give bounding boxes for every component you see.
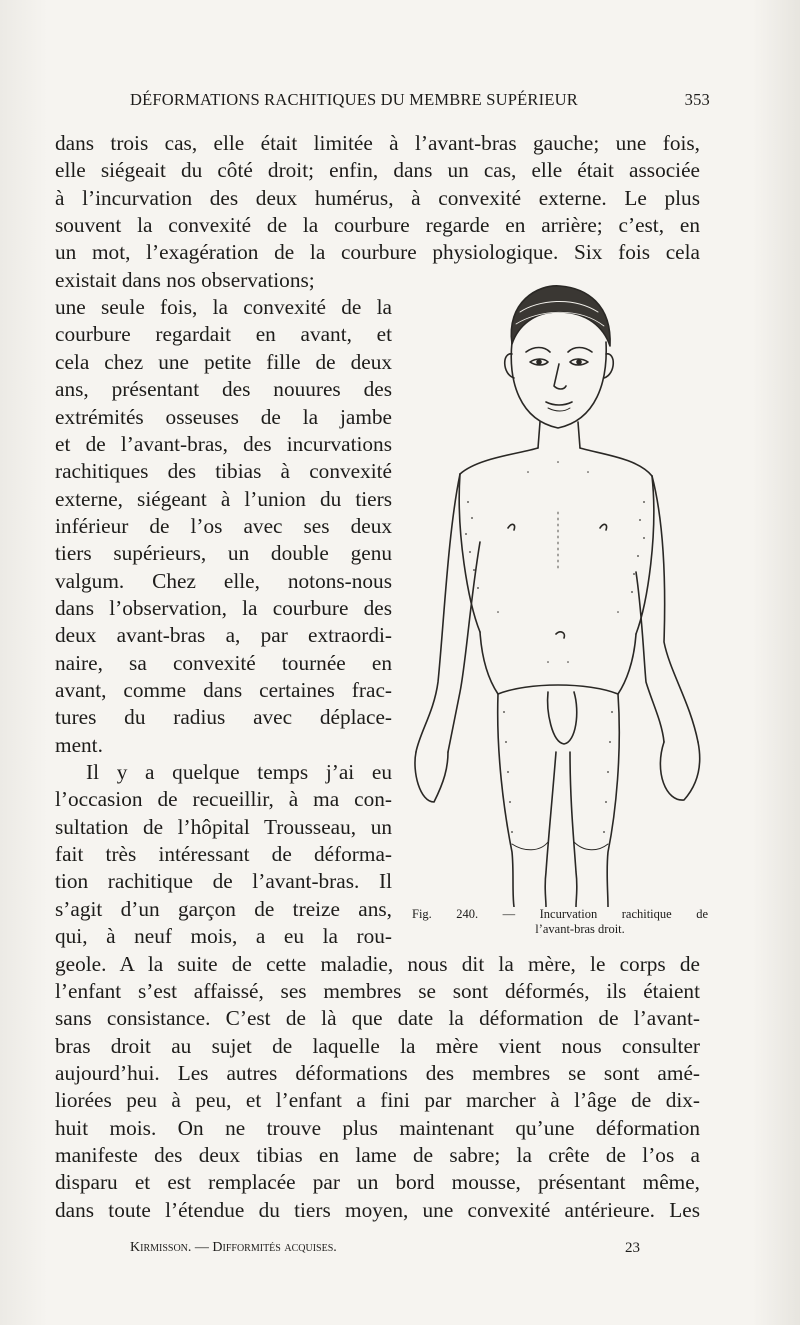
text-line: dans trois cas, elle était limitée à l’avant-bras gauche; une fois,: [55, 131, 700, 155]
text-line: bras droit au sujet de laquelle la mère vient nous consulter: [55, 1033, 700, 1058]
text-line: aujourd’hui. Les autres déformations des membres se sont amé-: [55, 1060, 700, 1085]
rickets-boy-drawing: [408, 282, 708, 907]
running-title: DÉFORMATIONS RACHITIQUES DU MEMBRE SUPÉRIEUR: [130, 90, 578, 109]
figure-caption: [412, 907, 708, 937]
text-line: souvent la convexité de la courbure regarde en arrière; c’est, en: [55, 213, 700, 238]
text-line: une seule fois, la convexité de la: [55, 295, 392, 320]
text-line: externe, siégeant à l’union du tiers: [55, 486, 392, 511]
figure-caption-line2: l’avant-bras droit.: [535, 922, 625, 936]
footer-signature: Kirmisson. — Difformités acquises.: [130, 1240, 337, 1255]
text-line: ment.: [55, 732, 103, 757]
text-line: avant, comme dans certaines frac-: [55, 678, 392, 702]
text-line: extrémités osseuses de la jambe: [55, 404, 392, 429]
text-line: tiers supérieurs, un double genu: [55, 541, 392, 566]
text-line: huit mois. On ne trouve plus maintenant qu’une déformation: [55, 1115, 700, 1140]
text-line: ans, présentant des nouures des: [55, 377, 392, 402]
text-line: manifeste des deux tibias en lame de sabre; la crête de l’os a: [55, 1142, 700, 1167]
page-footer: [130, 1240, 640, 1260]
text-line: dans l’observation, la courbure des: [55, 595, 392, 620]
text-line: disparu et est remplacée par un bord mousse, présentant même,: [55, 1170, 700, 1195]
text-line: geole. A la suite de cette maladie, nous dit la mère, le corps de: [55, 951, 700, 976]
text-line: deux avant-bras a, par extraordi-: [55, 623, 392, 648]
running-header: [130, 90, 710, 114]
figure-caption-line1: Fig. 240. — Incurvation rachitique de: [412, 907, 708, 921]
text-line: qui, à neuf mois, a eu la rou-: [55, 924, 392, 949]
figure-240-illustration: [408, 282, 708, 907]
text-line: existait dans nos observations;: [55, 267, 315, 292]
text-line: l’occasion de recueillir, à ma con-: [55, 787, 392, 812]
text-line: l’enfant s’est affaissé, ses membres se sont déformés, ils étaient: [55, 978, 700, 1003]
text-line: rachitiques des tibias à convexité: [55, 459, 392, 484]
text-line: valgum. Chez elle, notons-nous: [55, 568, 392, 593]
text-line: sultation de l’hôpital Trousseau, un: [55, 814, 392, 839]
page-number: 353: [684, 90, 710, 109]
text-line: dans toute l’étendue du tiers moyen, une convexité antérieure. Les: [55, 1197, 700, 1222]
text-line: inférieur de l’os avec ses deux: [55, 513, 392, 538]
text-line: courbure regardait en avant, et: [55, 322, 392, 347]
footer-signature-number: 23: [625, 1240, 640, 1256]
text-line: sans consistance. C’est de là que date la déformation de l’avant-: [55, 1006, 700, 1031]
text-line: tion rachitique de l’avant-bras. Il: [55, 869, 392, 894]
text-line: Il y a quelque temps j’ai eu: [86, 760, 392, 785]
text-line: à l’incurvation des deux humérus, à convexité externe. Le plus: [55, 185, 700, 210]
text-line: naire, sa convexité tournée en: [55, 650, 392, 675]
text-line: un mot, l’exagération de la courbure physiologique. Six fois cela: [55, 240, 700, 265]
text-line: cela chez une petite fille de deux: [55, 349, 392, 374]
text-line: elle siégeait du côté droit; enfin, dans un cas, elle était associée: [55, 158, 700, 183]
text-line: et de l’avant-bras, des incurvations: [55, 431, 392, 456]
text-line: liorées peu à peu, et l’enfant a fini par marcher à l’âge de dix-: [55, 1088, 700, 1113]
text-line: s’agit d’un garçon de treize ans,: [55, 896, 392, 921]
text-line: tures du radius avec déplace-: [55, 705, 392, 730]
text-line: fait très intéressant de déforma-: [55, 842, 392, 867]
